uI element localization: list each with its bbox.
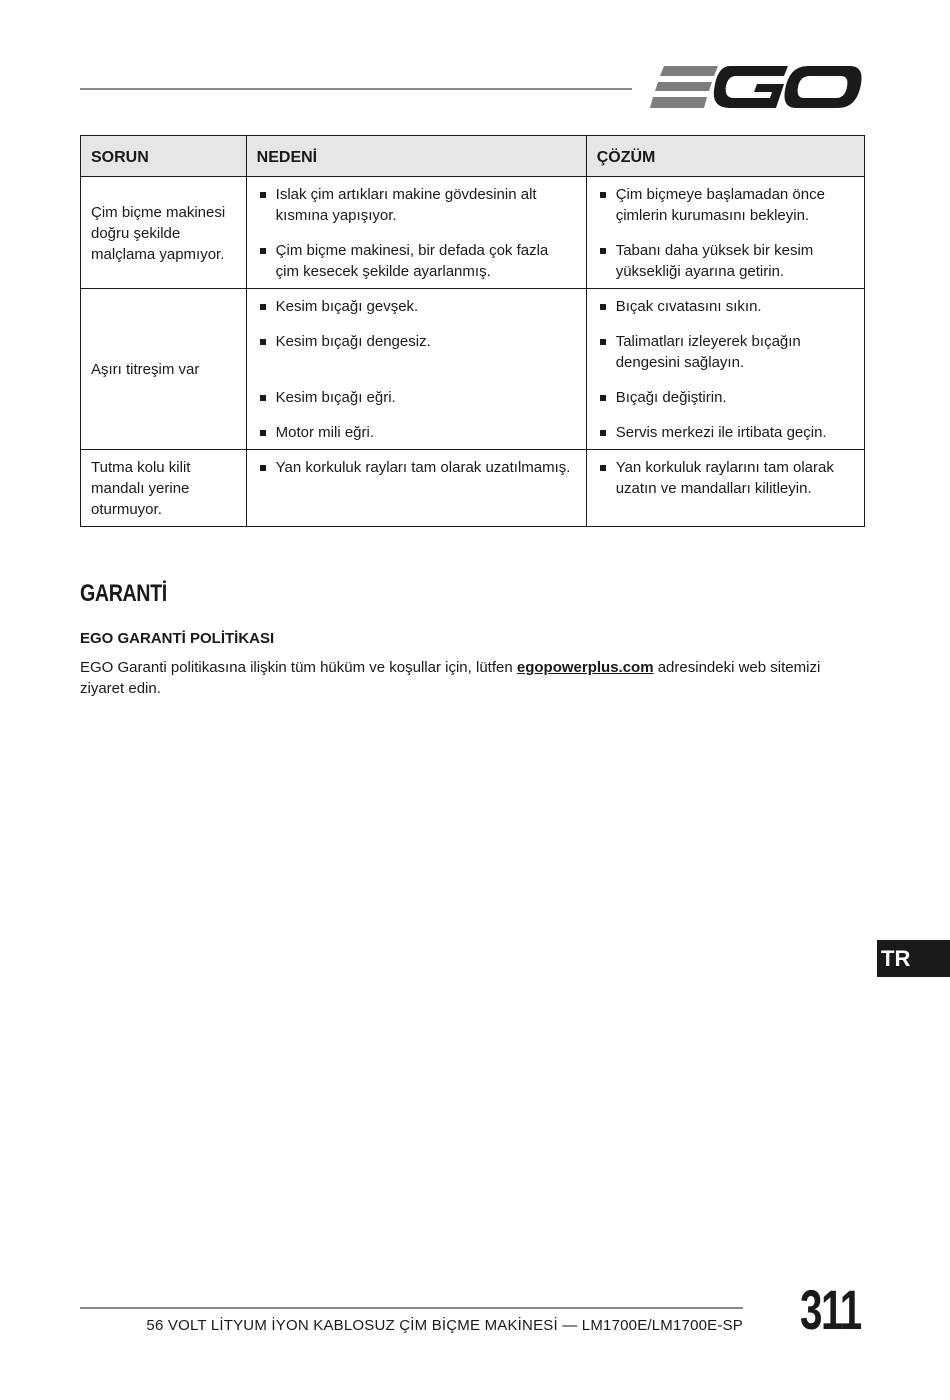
table-header-row <box>81 136 865 177</box>
table-row <box>81 289 865 450</box>
cause-item: Kesim bıçağı eğri. <box>257 387 576 408</box>
language-tab: TR <box>877 940 950 977</box>
header-rule <box>80 88 632 90</box>
header-cause: NEDENİ <box>246 136 586 177</box>
troubleshooting-table <box>80 135 865 527</box>
problem-cell: Aşırı titreşim var <box>81 289 247 450</box>
solution-item: Servis merkezi ile irtibata geçin. <box>597 422 854 443</box>
cause-item: Yan korkuluk rayları tam olarak uzatılmamış. <box>257 457 576 478</box>
warranty-paragraph <box>80 657 860 699</box>
problem-cell: Çim biçme makinesi doğru şekilde malçlama yapmıyor. <box>81 177 247 289</box>
solution-item: Talimatları izleyerek bıçağın dengesini sağlayın. <box>597 331 854 373</box>
cause-item: Islak çim artıkları makine gövdesinin alt kısmına yapışıyor. <box>257 184 576 226</box>
header-problem: SORUN <box>81 136 247 177</box>
table-row <box>81 177 865 289</box>
problem-cell: Tutma kolu kilit mandalı yerine oturmuyor. <box>81 450 247 527</box>
solution-item: Çim biçmeye başlamadan önce çimlerin kurumasını bekleyin. <box>597 184 854 226</box>
warranty-text-before: EGO Garanti politikasına ilişkin tüm hüküm ve koşullar için, lütfen <box>80 659 517 676</box>
page-number: 311 <box>800 1278 861 1341</box>
header-solution: ÇÖZÜM <box>586 136 864 177</box>
solution-cell <box>586 450 864 527</box>
solution-item: Bıçak cıvatasını sıkın. <box>597 296 854 317</box>
cause-item: Çim biçme makinesi, bir defada çok fazla çim kesecek şekilde ayarlanmış. <box>257 240 576 282</box>
cause-item: Kesim bıçağı gevşek. <box>257 296 576 317</box>
subsection-title: EGO GARANTİ POLİTİKASI <box>80 630 275 647</box>
warranty-text-after: adresindeki web sitemizi ziyaret edin. <box>80 659 821 697</box>
solution-item: Bıçağı değiştirin. <box>597 387 854 408</box>
footer-title: 56 VOLT LİTYUM İYON KABLOSUZ ÇİM BİÇME MAKİNESİ — LM1700E/LM1700E-SP <box>146 1317 743 1334</box>
solution-cell <box>586 177 864 289</box>
section-title: GARANTİ <box>80 580 167 607</box>
cause-cell <box>246 289 586 450</box>
cause-item: Motor mili eğri. <box>257 422 576 443</box>
ego-logo <box>650 62 862 114</box>
solution-item: Tabanı daha yüksek bir kesim yüksekliği ayarına getirin. <box>597 240 854 282</box>
solution-item: Yan korkuluk raylarını tam olarak uzatın ve mandalları kilitleyin. <box>597 457 854 499</box>
cause-cell <box>246 450 586 527</box>
cause-item: Kesim bıçağı dengesiz. <box>257 331 576 352</box>
footer-rule <box>80 1307 743 1309</box>
website-link[interactable]: egopowerplus.com <box>516 659 654 676</box>
table-row <box>81 450 865 527</box>
solution-cell <box>586 289 864 450</box>
cause-cell <box>246 177 586 289</box>
